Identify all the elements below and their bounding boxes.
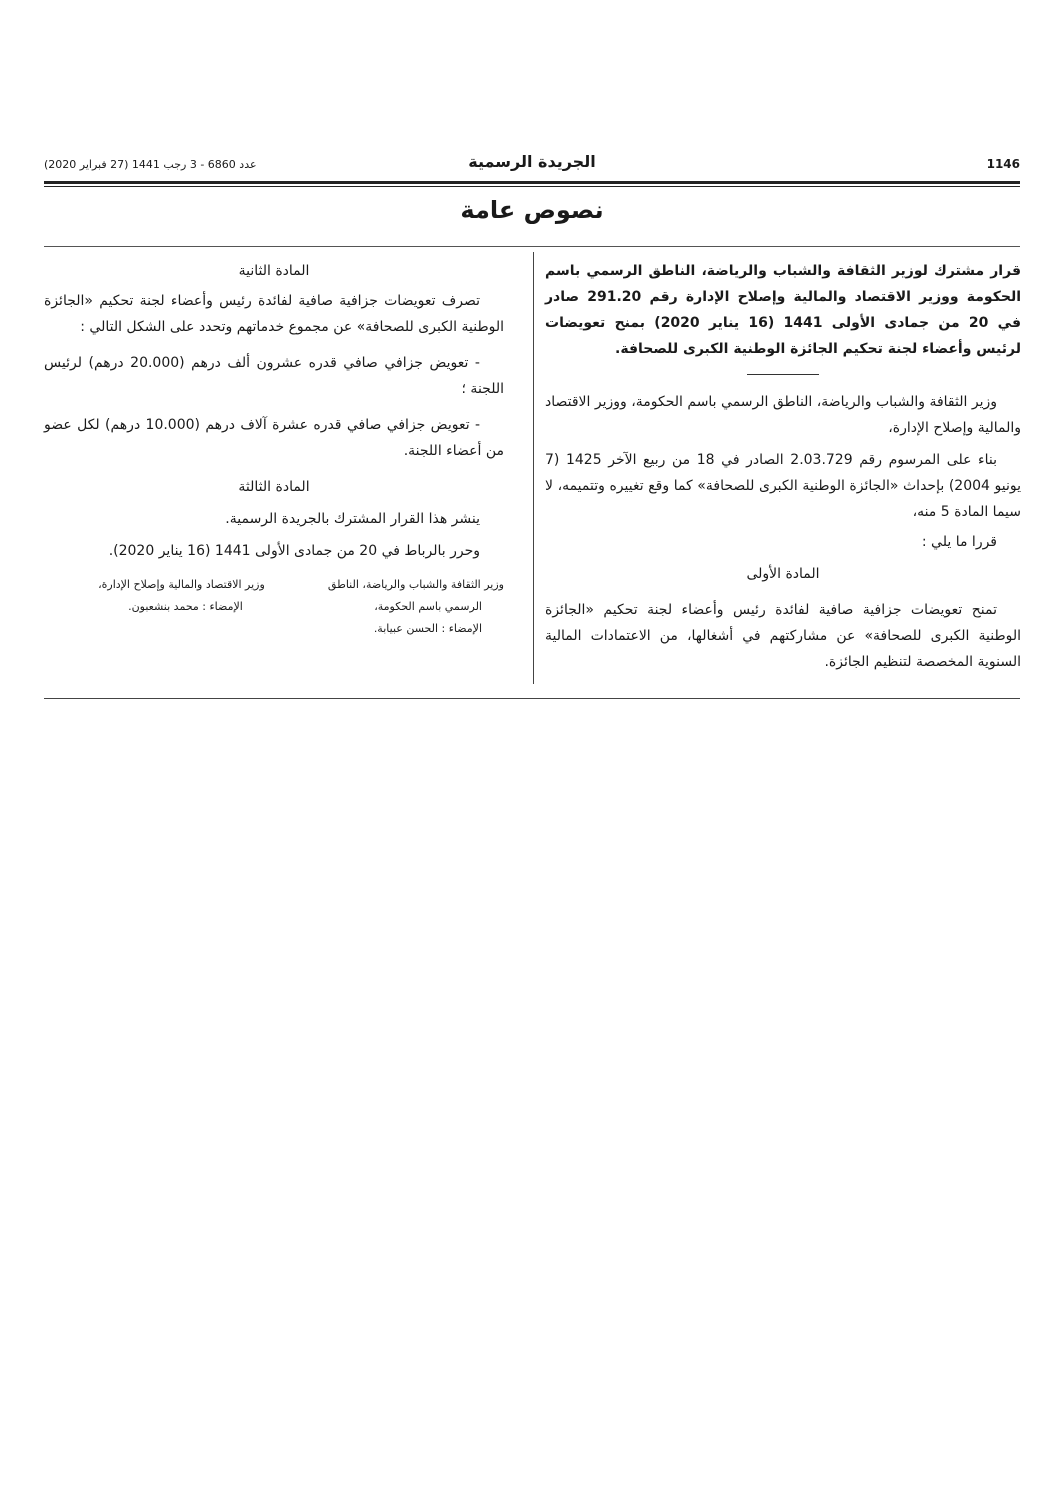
article2-heading: المادة الثانية [238, 263, 310, 279]
decided-line: قررا ما يلي : [921, 534, 997, 550]
article1-text: تمنح تعويضات جزافية صافية لفائدة رئيس وأعضاء لجنة تحكيم «الجائزة الوطنية الكبرى للصحافة» عن مشاركتهم في أشغالها، من الاعتمادات المالية السنوية المخصصة لتنظيم الجائزة. [545, 602, 1021, 670]
bottom-rule [44, 698, 1020, 699]
signature-culture-minister [283, 574, 504, 640]
page-header [44, 150, 1020, 180]
issue-info: عدد 6860 - 3 رجب 1441 (27 فبراير 2020) [44, 158, 257, 171]
right-column [545, 258, 1021, 675]
page-number: 1146 [986, 157, 1020, 171]
signature-finance-minister [44, 574, 265, 640]
done-at-line: وحرر بالرباط في 20 من جمادى الأولى 1441 (16 يناير 2020). [108, 543, 480, 559]
signature-right-line3: الإمضاء : الحسن عبيابة. [373, 622, 482, 635]
article2-text: تصرف تعويضات جزافية صافية لفائدة رئيس وأعضاء لجنة تحكيم «الجائزة الوطنية الكبرى للصحافة» عن مجموع خدماتهم وتحدد على الشكل التالي : [44, 293, 504, 335]
signature-right-line1: وزير الثقافة والشباب والرياضة، الناطق [327, 578, 504, 591]
column-divider [533, 252, 534, 684]
legal-basis: بناء على المرسوم رقم 2.03.729 الصادر في 18 من ربيع الآخر 1425 (7 يونيو 2004) بإحداث «الجائزة الوطنية الكبرى للصحافة» كما وقع تغييره وتتميمه، لا سيما المادة 5 منه، [545, 452, 1021, 520]
article3-heading: المادة الثالثة [238, 479, 310, 495]
article1-heading: المادة الأولى [746, 566, 820, 582]
left-column [44, 258, 504, 640]
ministers-preamble: وزير الثقافة والشباب والرياضة، الناطق الرسمي باسم الحكومة، ووزير الاقتصاد والمالية وإصلاح الإدارة، [545, 394, 1021, 436]
signatures-block [44, 574, 504, 640]
journal-title: الجريدة الرسمية [468, 152, 596, 171]
section-rule [44, 246, 1020, 247]
signature-left-line2: الإمضاء : محمد بنشعبون. [128, 600, 243, 613]
signature-left-line1: وزير الاقتصاد والمالية وإصلاح الإدارة، [98, 578, 265, 591]
decision-title: قرار مشترك لوزير الثقافة والشباب والرياضة، الناطق الرسمي باسم الحكومة ووزير الاقتصاد والمالية وإصلاح الإدارة رقم 291.20 صادر في 20 من جمادى الأولى 1441 (16 يناير 2020) بمنح تعويضات لرئيس وأعضاء لجنة تحكيم الجائزة الوطنية الكبرى للصحافة. [545, 263, 1021, 357]
header-rule-thin [44, 186, 1020, 187]
allowance-item-chair: - تعويض جزافي صافي قدره عشرون ألف درهم (20.000 درهم) لرئيس اللجنة ؛ [44, 355, 504, 397]
allowance-item-member: - تعويض جزافي صافي قدره عشرة آلاف درهم (10.000 درهم) لكل عضو من أعضاء اللجنة. [44, 417, 504, 459]
article3-text: ينشر هذا القرار المشترك بالجريدة الرسمية. [225, 511, 480, 527]
section-title: نصوص عامة [460, 196, 604, 224]
title-separator [747, 374, 819, 375]
signature-right-line2: الرسمي باسم الحكومة، [374, 600, 482, 613]
header-rule-thick [44, 181, 1020, 184]
